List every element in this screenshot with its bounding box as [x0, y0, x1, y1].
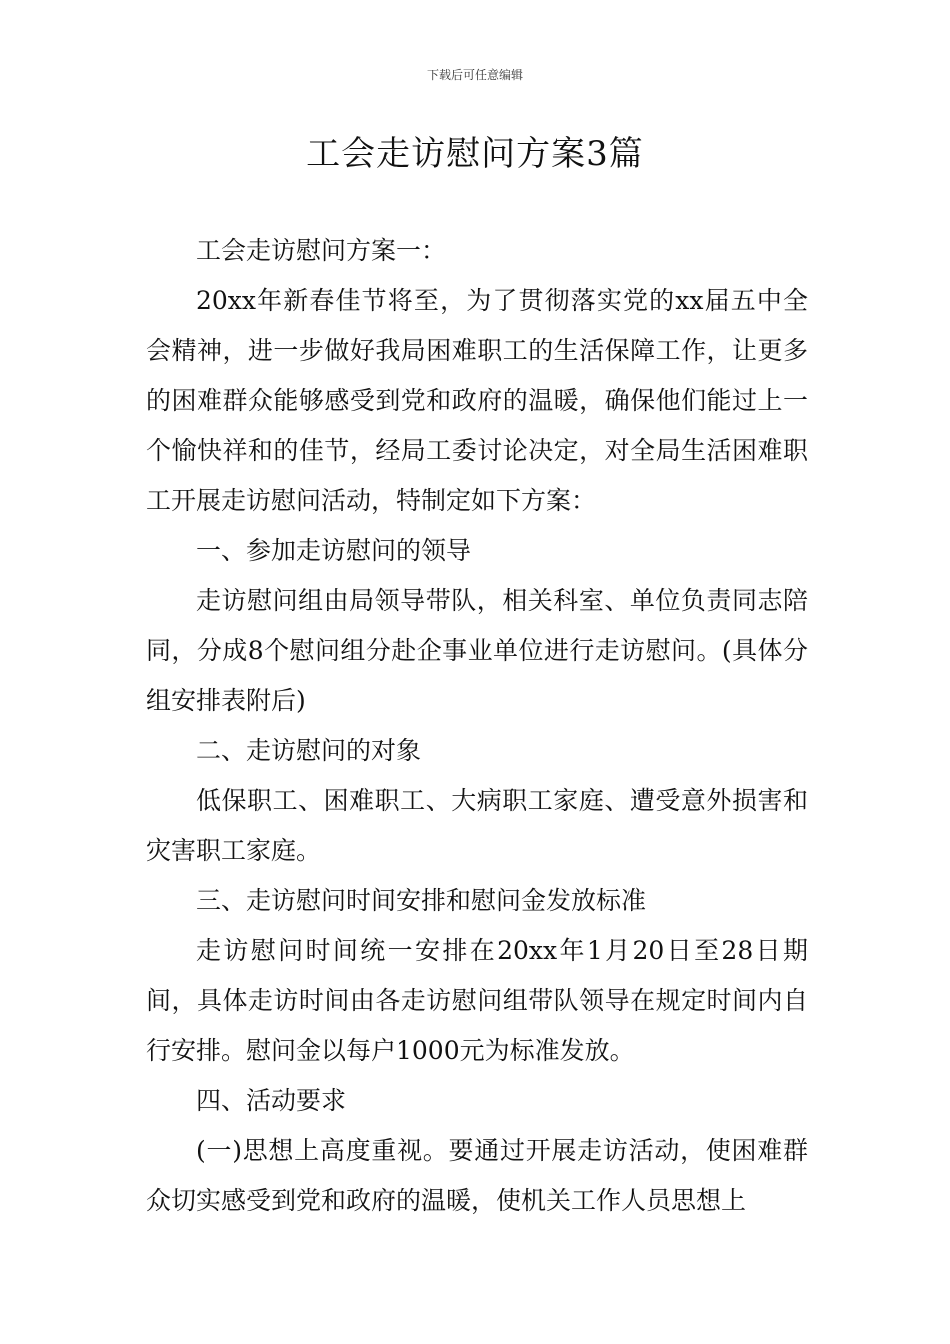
paragraph-leaders: 走访慰问组由局领导带队，相关科室、单位负责同志陪同，分成8个慰问组分赴企事业单位进行走访慰问。(具体分组安排表附后)	[146, 586, 808, 715]
paragraph-targets: 低保职工、困难职工、大病职工家庭、遭受意外损害和灾害职工家庭。	[146, 786, 808, 865]
section-heading-leaders: 一、参加走访慰问的领导	[196, 536, 472, 565]
header-note: 下载后可任意编辑	[426, 68, 523, 82]
document-title: 工会走访慰问方案3篇	[306, 134, 644, 174]
section-heading-requirements: 四、活动要求	[196, 1086, 347, 1115]
section-heading-schedule: 三、走访慰问时间安排和慰问金发放标准	[196, 886, 647, 915]
section-heading-plan-one: 工会走访慰问方案一：	[196, 236, 447, 265]
paragraph-intro: 20xx年新春佳节将至，为了贯彻落实党的xx届五中全会精神，进一步做好我局困难职工的生活保障工作，让更多的困难群众能够感受到党和政府的温暖，确保他们能过上一个愉快祥和的佳节，经局工委讨论决定，对全局生活困难职工开展走访慰问活动，特制定如下方案：	[146, 286, 808, 515]
paragraph-schedule: 走访慰问时间统一安排在20xx年1月20日至28日期间，具体走访时间由各走访慰问组带队领导在规定时间内自行安排。慰问金以每户1000元为标准发放。	[146, 936, 808, 1065]
paragraph-requirements: (一)思想上高度重视。要通过开展走访活动，使困难群众切实感受到党和政府的温暖，使机关工作人员思想上	[146, 1136, 808, 1215]
section-heading-targets: 二、走访慰问的对象	[196, 736, 422, 765]
document-body	[146, 226, 808, 1226]
